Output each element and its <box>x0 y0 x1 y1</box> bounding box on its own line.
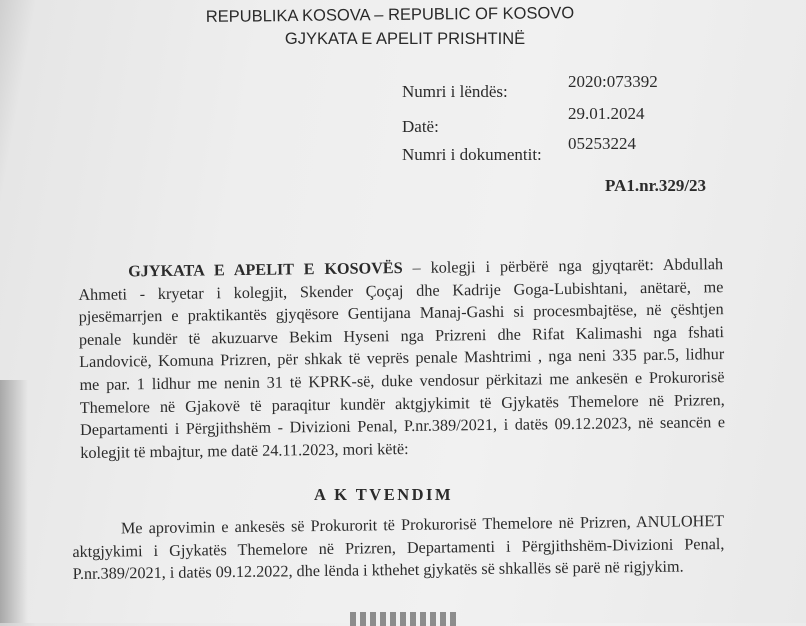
ruling-line: Me aprovimin e ankesës së Prokurorit të Prokurorisë Themelore në Prizren, ANULOHET <box>72 512 725 538</box>
document-number-value: 05253224 <box>568 134 636 153</box>
court-header: GJYKATA E APELIT PRISHTINË <box>284 30 526 48</box>
page-shadow <box>0 380 28 623</box>
intro-line: penale kundër të akuzuarve Bekim Hyseni nga Prizreni dhe Rifat Kalimashi nga fshati <box>78 322 725 349</box>
case-number-value: 2020:073392 <box>568 72 658 91</box>
court-name: GJYKATA E APELIT E KOSOVËS <box>128 259 403 281</box>
case-number-label: Numri i lëndës: <box>402 82 508 101</box>
decision-title: A K TVENDIM <box>314 485 454 504</box>
intro-line: GJYKATA E APELIT E KOSOVËS – kolegji i përbërë nga gjyqtarët: Abdullah <box>128 255 724 281</box>
cut-off-heading <box>350 612 460 626</box>
intro-line: Departamenti i Përgjithshëm - Divizioni Penal, P.nr.389/2021, i datës 09.12.2023, në seancën e <box>79 413 726 440</box>
ruling-line: aktgjykimi i Gjykatës Themelore në Prizren, Departamenti i Përgjithshëm-Divizioni Penal, <box>72 534 725 561</box>
intro-line: Ahmeti - kryetar i kolegjit, Skender Çoçaj dhe Kadrije Goga-Lubishtani, anëtarë, me <box>78 277 724 304</box>
intro-line: Landovicë, Komuna Prizren, për shkak të veprës penale Mashtrimi , nga neni 335 par.5, lidhur <box>79 345 725 372</box>
intro-line: me par. 1 lidhur me nenin 31 të KPRK-së, duke vendosur përkitazi me ankesën e Prokurorisë <box>79 368 725 394</box>
case-reference: PA1.nr.329/23 <box>605 176 707 195</box>
ruling-line: P.nr.389/2021, i datës 09.12.2022, dhe lënda i kthehet gjykatës së shkallës së parë në rigjykim. <box>72 557 684 584</box>
intro-line: pjesëmarrjen e praktikantës gjyqësore Gentijana Manaj-Gashi si procesmbajtëse, në çështjen <box>78 300 724 327</box>
intro-paragraph <box>78 253 725 464</box>
ruling-paragraph <box>72 510 725 586</box>
date-label: Datë: <box>402 117 439 136</box>
republic-header: REPUBLIKA KOSOVA – REPUBLIC OF KOSOVO <box>205 4 575 26</box>
document-number-label: Numri i dokumentit: <box>402 145 542 164</box>
intro-line: Themelore në Gjakovë të paraqitur kundër aktgjykimit të Gjykatës Themelore në Prizren, <box>79 390 725 417</box>
intro-line: kolegjit të mbajtur, me datë 24.11.2023, mori këtë: <box>80 439 409 462</box>
date-value: 29.01.2024 <box>568 104 645 123</box>
